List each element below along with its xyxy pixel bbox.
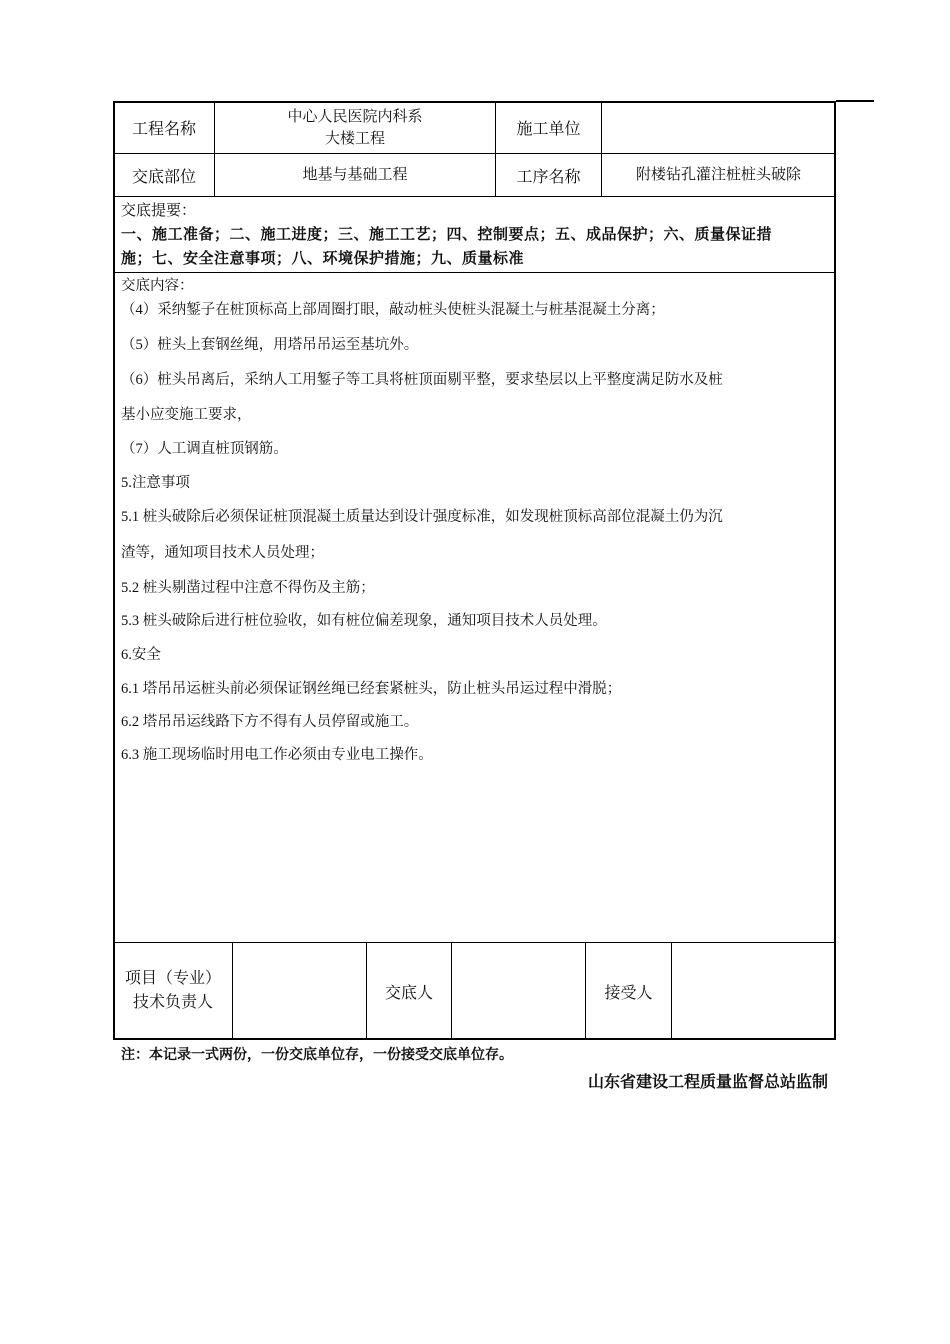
handover-part-label bbox=[114, 154, 214, 196]
content-line: 渣等，通知项目技术人员处理； bbox=[121, 545, 324, 561]
content-line: 6.安全 bbox=[121, 647, 161, 663]
row-divider-2 bbox=[113, 196, 836, 197]
content-title: 交底内容： bbox=[121, 278, 194, 294]
handover-content bbox=[121, 274, 831, 776]
construction-unit-label-text: 施工单位 bbox=[516, 121, 581, 138]
project-name-line2: 大楼工程 bbox=[324, 130, 385, 147]
handover-part-value bbox=[215, 154, 495, 196]
content-line: （6）桩头吊离后，采纳人工用錾子等工具将桩顶面剔平整，要求垫层以上平整度满足防水及桩 bbox=[121, 372, 723, 388]
process-name-value bbox=[602, 154, 835, 196]
content-line: （7）人工调直桩顶钢筋。 bbox=[121, 441, 288, 457]
content-line: 6.3 施工现场临时用电工作必须由专业电工操作。 bbox=[121, 747, 433, 763]
receiver-signature-field[interactable] bbox=[672, 943, 835, 1039]
receiver-label-text: 接受人 bbox=[604, 984, 653, 1002]
content-line: 6.1 塔吊吊运桩头前必须保证钢丝绳已经套紧桩头，防止桩头吊运过程中滑脱； bbox=[121, 681, 622, 697]
tech-lead-label-line2: 技术负责人 bbox=[132, 994, 213, 1011]
tech-lead-label bbox=[114, 943, 232, 1039]
tech-lead-signature-field[interactable] bbox=[233, 943, 366, 1039]
construction-unit-value[interactable] bbox=[602, 102, 835, 153]
summary-line-1: 一、施工准备；二、施工进度；三、施工工艺；四、控制要点；五、成品保护；六、质量保证措 bbox=[121, 226, 773, 243]
process-name-label bbox=[496, 154, 601, 196]
handover-summary bbox=[121, 199, 831, 271]
discloser-signature-field[interactable] bbox=[452, 943, 585, 1039]
content-line: （5）桩头上套钢丝绳，用塔吊吊运至基坑外。 bbox=[121, 337, 419, 353]
construction-unit-label bbox=[496, 102, 601, 153]
content-line: 6.2 塔吊吊运线路下方不得有人员停留或施工。 bbox=[121, 714, 419, 730]
tech-lead-label-line1: 项目（专业） bbox=[124, 970, 221, 987]
summary-title: 交底提要： bbox=[121, 202, 197, 219]
content-line: 5.1 桩头破除后必须保证桩顶混凝土质量达到设计强度标准，如发现桩顶标高部位混凝土仍为沉 bbox=[121, 509, 723, 525]
project-name-label bbox=[114, 102, 214, 153]
content-line: 基小应变施工要求， bbox=[121, 407, 252, 423]
summary-line-2: 施；七、安全注意事项；八、环境保护措施；九、质量标准 bbox=[121, 250, 525, 267]
discloser-label-text: 交底人 bbox=[384, 984, 433, 1002]
project-name-line1: 中心人民医院内科系 bbox=[287, 108, 423, 125]
project-name-label-text: 工程名称 bbox=[131, 121, 196, 138]
receiver-label bbox=[586, 943, 671, 1039]
content-line: 5.注意事项 bbox=[121, 475, 190, 491]
top-right-rule bbox=[836, 100, 874, 102]
handover-part-value-text: 地基与基础工程 bbox=[302, 167, 408, 183]
discloser-label bbox=[367, 943, 451, 1039]
process-name-value-text: 附楼钻孔灌注桩桩头破除 bbox=[635, 167, 801, 183]
record-note: 注：本记录一式两份，一份交底单位存，一份接受交底单位存。 bbox=[121, 1046, 513, 1062]
issuer-footer: 山东省建设工程质量监督总站监制 bbox=[587, 1074, 828, 1091]
project-name-value bbox=[215, 102, 495, 153]
content-line: 5.2 桩头剔凿过程中注意不得伤及主筋； bbox=[121, 580, 375, 596]
row-divider-3 bbox=[113, 272, 836, 273]
process-name-label-text: 工序名称 bbox=[516, 168, 581, 186]
content-line: （4）采纳錾子在桩顶标高上部周圈打眼，敲动桩头使桩头混凝土与桩基混凝土分离； bbox=[121, 302, 665, 318]
handover-part-label-text: 交底部位 bbox=[131, 168, 196, 186]
content-line: 5.3 桩头破除后进行桩位验收，如有桩位偏差现象，通知项目技术人员处理。 bbox=[121, 613, 607, 629]
